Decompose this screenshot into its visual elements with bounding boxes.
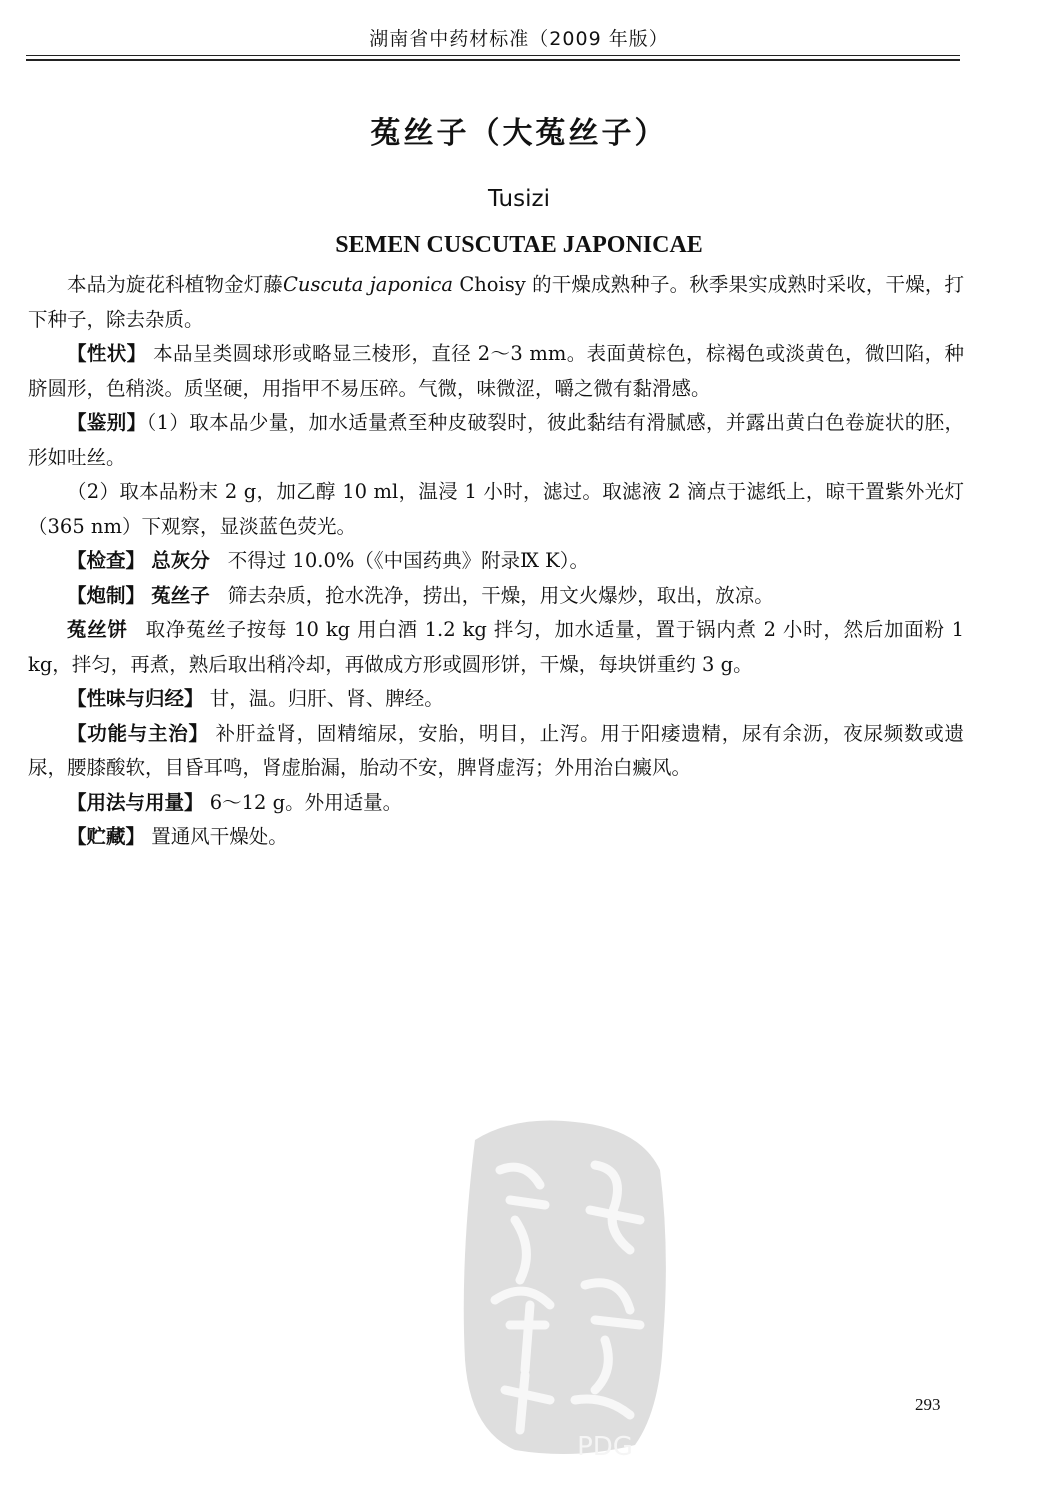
- section-label: 【功能与主治】: [67, 721, 209, 745]
- seal-watermark-icon: [455, 1110, 675, 1470]
- section-label: 【贮藏】: [67, 825, 146, 848]
- section-jianbie-2: [28, 475, 964, 544]
- monograph-body: [28, 268, 964, 855]
- section-text: 不得过 10.0%（《中国药典》附录Ⅸ K）。: [227, 549, 589, 572]
- intro-text-a: 本品为旋花科植物金灯藤: [67, 273, 283, 296]
- section-text: （1）取本品少量，加水适量煮至种皮破裂时，彼此黏结有滑腻感，并露出黄白色卷旋状的胚，形如吐丝。: [28, 411, 964, 469]
- subsection-label: 总灰分: [151, 549, 210, 572]
- latin-name: SEMEN CUSCUTAE JAPONICAE: [335, 232, 703, 258]
- section-text: 补肝益肾，固精缩尿，安胎，明目，止泻。用于阳痿遗精，尿有余沥，夜尿频数或遗尿，腰膝酸软，目昏耳鸣，肾虚胎漏，胎动不安，脾肾虚泻；外用治白癜风。: [28, 721, 964, 779]
- section-label: 【用法与用量】: [67, 790, 204, 814]
- species-name: Cuscuta japonica: [282, 273, 453, 296]
- section-label: 【炮制】: [67, 583, 146, 607]
- section-text: 筛去杂质，抢水洗净，捞出，干燥，用文火爆炒，取出，放凉。: [227, 583, 774, 607]
- page-number: 293: [915, 1395, 941, 1414]
- section-text: 6～12 g。外用适量。: [209, 790, 403, 814]
- header-rule-thin: [26, 55, 960, 56]
- subsection-label: 菟丝饼: [67, 618, 128, 641]
- section-zhucang: [28, 820, 964, 855]
- section-jianbie: [28, 406, 964, 475]
- section-gongneng: [28, 717, 964, 786]
- running-header: 湖南省中药材标准（2009 年版）: [369, 28, 669, 50]
- section-text: 本品呈类圆球形或略显三棱形，直径 2～3 mm。表面黄棕色，棕褐色或淡黄色，微凹陷，种脐圆形，色稍淡。质坚硬，用指甲不易压碎。气微，味微涩，嚼之微有黏滑感。: [28, 342, 964, 400]
- section-xingwei: [28, 682, 964, 717]
- section-label: 【性味与归经】: [67, 687, 204, 710]
- section-text: 甘，温。归肝、肾、脾经。: [209, 687, 444, 710]
- section-tusibing: [28, 613, 964, 682]
- section-yongfa: [28, 786, 964, 821]
- monograph-title: 菟丝子（大菟丝子）: [370, 116, 668, 151]
- section-jiancha: [28, 544, 964, 579]
- section-text: 取净菟丝子按每 10 kg 用白酒 1.2 kg 拌匀，加水适量，置于锅内煮 2 小时，然后加面粉 1 kg，拌匀，再煮，熟后取出稍冷却，再做成方形或圆形饼，干燥，每块饼重约 3 g。: [28, 618, 964, 676]
- section-label: 【鉴别】: [67, 411, 147, 434]
- section-label: 【检查】: [67, 549, 146, 572]
- intro-text-b: Choisy 的干燥成熟种子。秋季果实成熟时采收，干燥，打下种子，除去杂质。: [28, 273, 964, 331]
- section-text: 置通风干燥处。: [151, 825, 288, 848]
- header-rule-thick: [26, 59, 960, 61]
- section-label: 【性状】: [67, 342, 147, 365]
- watermark-text: PDG: [577, 1432, 633, 1462]
- pinyin-name: Tusizi: [488, 186, 550, 212]
- section-xingzhuang: [28, 337, 964, 406]
- section-paozhi: [28, 579, 964, 614]
- intro-paragraph: [28, 268, 964, 337]
- section-text: （2）取本品粉末 2 g，加乙醇 10 ml，温浸 1 小时，滤过。取滤液 2 滴点于滤纸上，晾干置紫外光灯（365 nm）下观察，显淡蓝色荧光。: [28, 480, 964, 538]
- subsection-label: 菟丝子: [151, 583, 210, 607]
